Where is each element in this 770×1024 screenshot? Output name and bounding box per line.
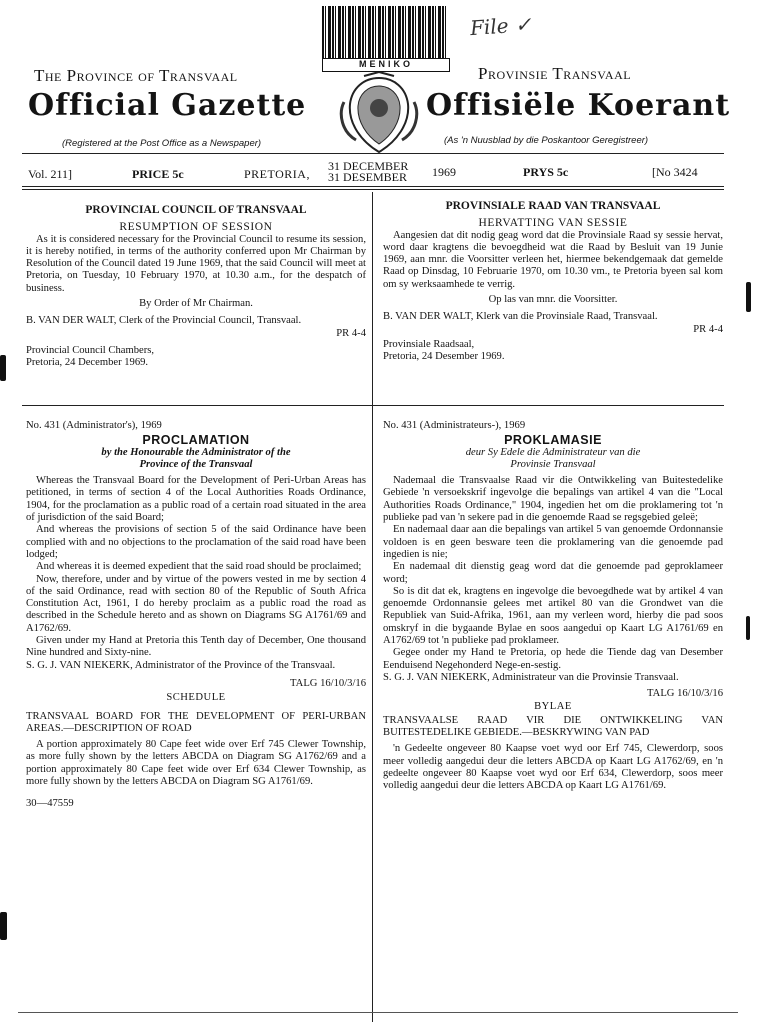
right-section-divider bbox=[373, 405, 724, 406]
issue-number: [No 3424 bbox=[652, 165, 698, 179]
schedule-title-en: SCHEDULE bbox=[166, 692, 226, 704]
council-ref-af: PR 4-4 bbox=[693, 323, 723, 335]
proclamation-by-line1-af: deur Sy Edele die Administrateur van die bbox=[465, 446, 641, 458]
council-order-en: By Order of Mr Chairman. bbox=[139, 298, 253, 310]
proclamation-para1-en: Whereas the Transvaal Board for the Development of Peri-Urban Areas has petitioned, in terms of section 4 of the Local Authorities Roads Ordinance, 1904, for the proclamation as a public road of a certain road situated in the area of jurisdiction of the said Board; bbox=[26, 475, 366, 524]
council-date-en: Pretoria, 24 December 1969. bbox=[26, 357, 149, 369]
proclamation-para1-af: Nademaal die Transvaalse Raad vir die Ontwikkeling van Buitestedelike Gebiede 'n versoekskrif ingevolge die bepalings van artikel 4 van die "Local Authorities Roads Ordinance," 1904, ingedien het om die proklamering tot 'n publieke pad van 'n sekere pad in die genoemde Raad se regsgebied geleë; bbox=[383, 475, 723, 524]
council-notice-af bbox=[383, 200, 723, 364]
year: 1969 bbox=[432, 165, 456, 179]
issue-divider-top bbox=[22, 186, 724, 187]
proclamation-para5-af: Gegee onder my Hand te Pretoria, op hede die Tiende dag van Desember Eenduisend Negehonderd Nege-en-sestig. bbox=[383, 647, 723, 671]
volume: Vol. 211] bbox=[28, 167, 73, 181]
gazette-title-en: Official Gazette bbox=[28, 88, 307, 123]
proclamation-en bbox=[26, 420, 366, 811]
price-en: PRICE 5c bbox=[132, 167, 184, 181]
proclamation-title-en: PROCLAMATION bbox=[142, 433, 250, 448]
handwritten-note: File ✓ bbox=[469, 11, 533, 41]
council-title-en: PROVINCIAL COUNCIL OF TRANSVAAL bbox=[85, 204, 307, 216]
masthead-divider bbox=[22, 153, 724, 154]
coat-of-arms-icon bbox=[334, 72, 424, 156]
council-subtitle-en: RESUMPTION OF SESSION bbox=[119, 221, 273, 234]
proclamation-title-af: PROKLAMASIE bbox=[504, 433, 602, 448]
council-ref-en: PR 4-4 bbox=[336, 327, 366, 339]
schedule-body-en: A portion approximately 80 Cape feet wide over Erf 745 Clewer Township, as more fully shown by the letters ABCDA on Diagram SG A1762/69 and a portion approximately 80 Cape feet wide over Erf 634 Clewer Township, as more fully shown by the letters ABCDA on Diagram SG A1761/69. bbox=[26, 739, 366, 788]
page-bottom-rule bbox=[18, 1012, 738, 1013]
barcode bbox=[322, 6, 448, 64]
council-signatory-af: B. VAN DER WALT, Klerk van die Provinsiale Raad, Transvaal. bbox=[383, 311, 658, 323]
council-order-af: Op las van mnr. die Voorsitter. bbox=[488, 294, 618, 306]
punch-hole-mark bbox=[0, 912, 7, 940]
proclamation-ref-en: TALG 16/10/3/16 bbox=[290, 677, 366, 689]
schedule-heading-af: TRANSVAALSE RAAD VIR DIE ONTWIKKELING VAN BUITESTEDELIKE GEBIEDE.—BESKRYWING VAN PAD bbox=[383, 714, 723, 739]
left-section-divider bbox=[22, 405, 372, 406]
schedule-body-af: 'n Gedeelte ongeveer 80 Kaapse voet wyd oor Erf 745, Clewerdorp, soos meer volledig aangedui deur die letters ABCDA op Kaart LG A1762/69, en 'n gedeelte ongeveer 80 Kaapse voet wyd oor Erf 634, Clewerdorp, soos meer volledig aangedui deur die letters ABCDA op Kaart LG A1761/69. bbox=[383, 743, 723, 792]
barcode-label: MENIKO bbox=[322, 58, 450, 72]
price-af: PRYS 5c bbox=[523, 165, 569, 179]
proclamation-para5-en: Given under my Hand at Pretoria this Tenth day of December, One thousand Nine hundred and Sixty-nine. bbox=[26, 635, 366, 659]
proclamation-by-line2-af: Provinsie Transvaal bbox=[510, 458, 596, 470]
province-title-af: Provinsie Transvaal bbox=[478, 64, 632, 83]
council-subtitle-af: HERVATTING VAN SESSIE bbox=[478, 217, 628, 230]
punch-hole-mark bbox=[746, 282, 751, 312]
council-title-af: PROVINSIALE RAAD VAN TRANSVAAL bbox=[445, 200, 661, 212]
punch-hole-mark bbox=[0, 355, 6, 381]
proclamation-number-en: No. 431 (Administrator's), 1969 bbox=[26, 420, 162, 431]
proclamation-para4-en: Now, therefore, under and by virtue of the powers vested in me by section 4 of the said Ordinance, read with section 80 of the Republic of South Africa Constitution Act, 1961, I do hereby proclaim as a public road the road as described in the Schedule hereto and as shown on Diagrams SG A1761/69 and A1762/69. bbox=[26, 573, 366, 634]
punch-hole-mark bbox=[746, 616, 750, 640]
column-divider bbox=[372, 192, 373, 1022]
proclamation-by-line1-en: by the Honourable the Administrator of the bbox=[101, 446, 291, 458]
registered-note-en: (Registered at the Post Office as a Newspaper) bbox=[62, 138, 262, 149]
proclamation-signatory-en: S. G. J. VAN NIEKERK, Administrator of the Province of the Transvaal. bbox=[26, 659, 336, 671]
schedule-title-af: BYLAE bbox=[534, 700, 572, 712]
proclamation-para3-af: En nademaal dit dienstig geag word dat die genoemde pad geproklameer word; bbox=[383, 561, 723, 585]
council-body-af: Aangesien dat dit nodig geag word dat die Provinsiale Raad sy sessie hervat, word daar kragtens die bevoegdheid wat die Raad by Besluit van 19 Junie 1969, aan mnr. die Voorsitter verleen het, hiermee bekendgemaak dat gemelde Raad op Dinsdag, 10 Februarie 1970, om 10.30 vm., te Pretoria byeen sal kom om sy werksaamhede te verrig. bbox=[383, 229, 723, 290]
schedule-heading-en: TRANSVAAL BOARD FOR THE DEVELOPMENT OF PERI-URBAN AREAS.—DESCRIPTION OF ROAD bbox=[26, 710, 366, 734]
province-title-en: The Province of Transvaal bbox=[34, 66, 238, 85]
council-address-af: Provinsiale Raadsaal, bbox=[383, 338, 475, 350]
council-date-af: Pretoria, 24 Desember 1969. bbox=[383, 351, 505, 363]
proclamation-para4-af: So is dit dat ek, kragtens en ingevolge die bevoegdhede wat by artikel 4 van genoemde Ordonnansie gelees met artikel 80 van die Grondwet van die Republiek van Suid-Afrika, 1961, aan my verleen word, hierby die pad soos omskryf in die bygaande Bylae en soos aangedui op Kaart LG A1761/69 en A1762/69 tot 'n publieke pad proklameer. bbox=[383, 585, 723, 647]
proclamation-ref-af: TALG 16/10/3/16 bbox=[647, 688, 723, 700]
footer-code: 30—47559 bbox=[26, 798, 74, 810]
council-body-en: As it is considered necessary for the Provincial Council to resume its session, it is hereby notified, in terms of the authority conferred upon Mr Chairman by Resolution of the Council dated 19 June 1969, that the said Council will meet at Pretoria, on Tuesday, 10 February 1970, at 10.30 a.m., for the despatch of business. bbox=[26, 233, 366, 294]
registered-note-af: (As 'n Nuusblad by die Poskantoor Geregistreer) bbox=[444, 135, 649, 146]
proclamation-signatory-af: S. G. J. VAN NIEKERK, Administrateur van die Provinsie Transvaal. bbox=[383, 671, 679, 683]
council-notice-en bbox=[26, 204, 366, 370]
proclamation-by-line2-en: Province of the Transvaal bbox=[139, 458, 253, 470]
council-address-en: Provincial Council Chambers, bbox=[26, 344, 154, 356]
council-signatory-en: B. VAN DER WALT, Clerk of the Provincial Council, Transvaal. bbox=[26, 315, 302, 327]
place: PRETORIA, bbox=[244, 167, 310, 181]
proclamation-para2-en: And whereas the provisions of section 5 of the said Ordinance have been complied with and no objections to the proclamation of the said road have been lodged; bbox=[26, 524, 366, 560]
proclamation-para2-af: En nademaal daar aan die bepalings van artikel 5 van genoemde Ordonnansie voldoen is en geen besware teen die proklamering van die genoemde pad ingedien is nie; bbox=[383, 524, 723, 560]
proclamation-number-af: No. 431 (Administrateurs-), 1969 bbox=[383, 420, 526, 431]
date-en: 31 DECEMBER bbox=[328, 159, 409, 173]
date-af: 31 DESEMBER bbox=[328, 170, 408, 184]
issue-divider-bottom bbox=[22, 189, 724, 190]
proclamation-para3-en: And whereas it is deemed expedient that the said road should be proclaimed; bbox=[36, 561, 362, 573]
proclamation-af bbox=[383, 420, 723, 793]
gazette-title-af: Offisiële Koerant bbox=[426, 88, 731, 123]
